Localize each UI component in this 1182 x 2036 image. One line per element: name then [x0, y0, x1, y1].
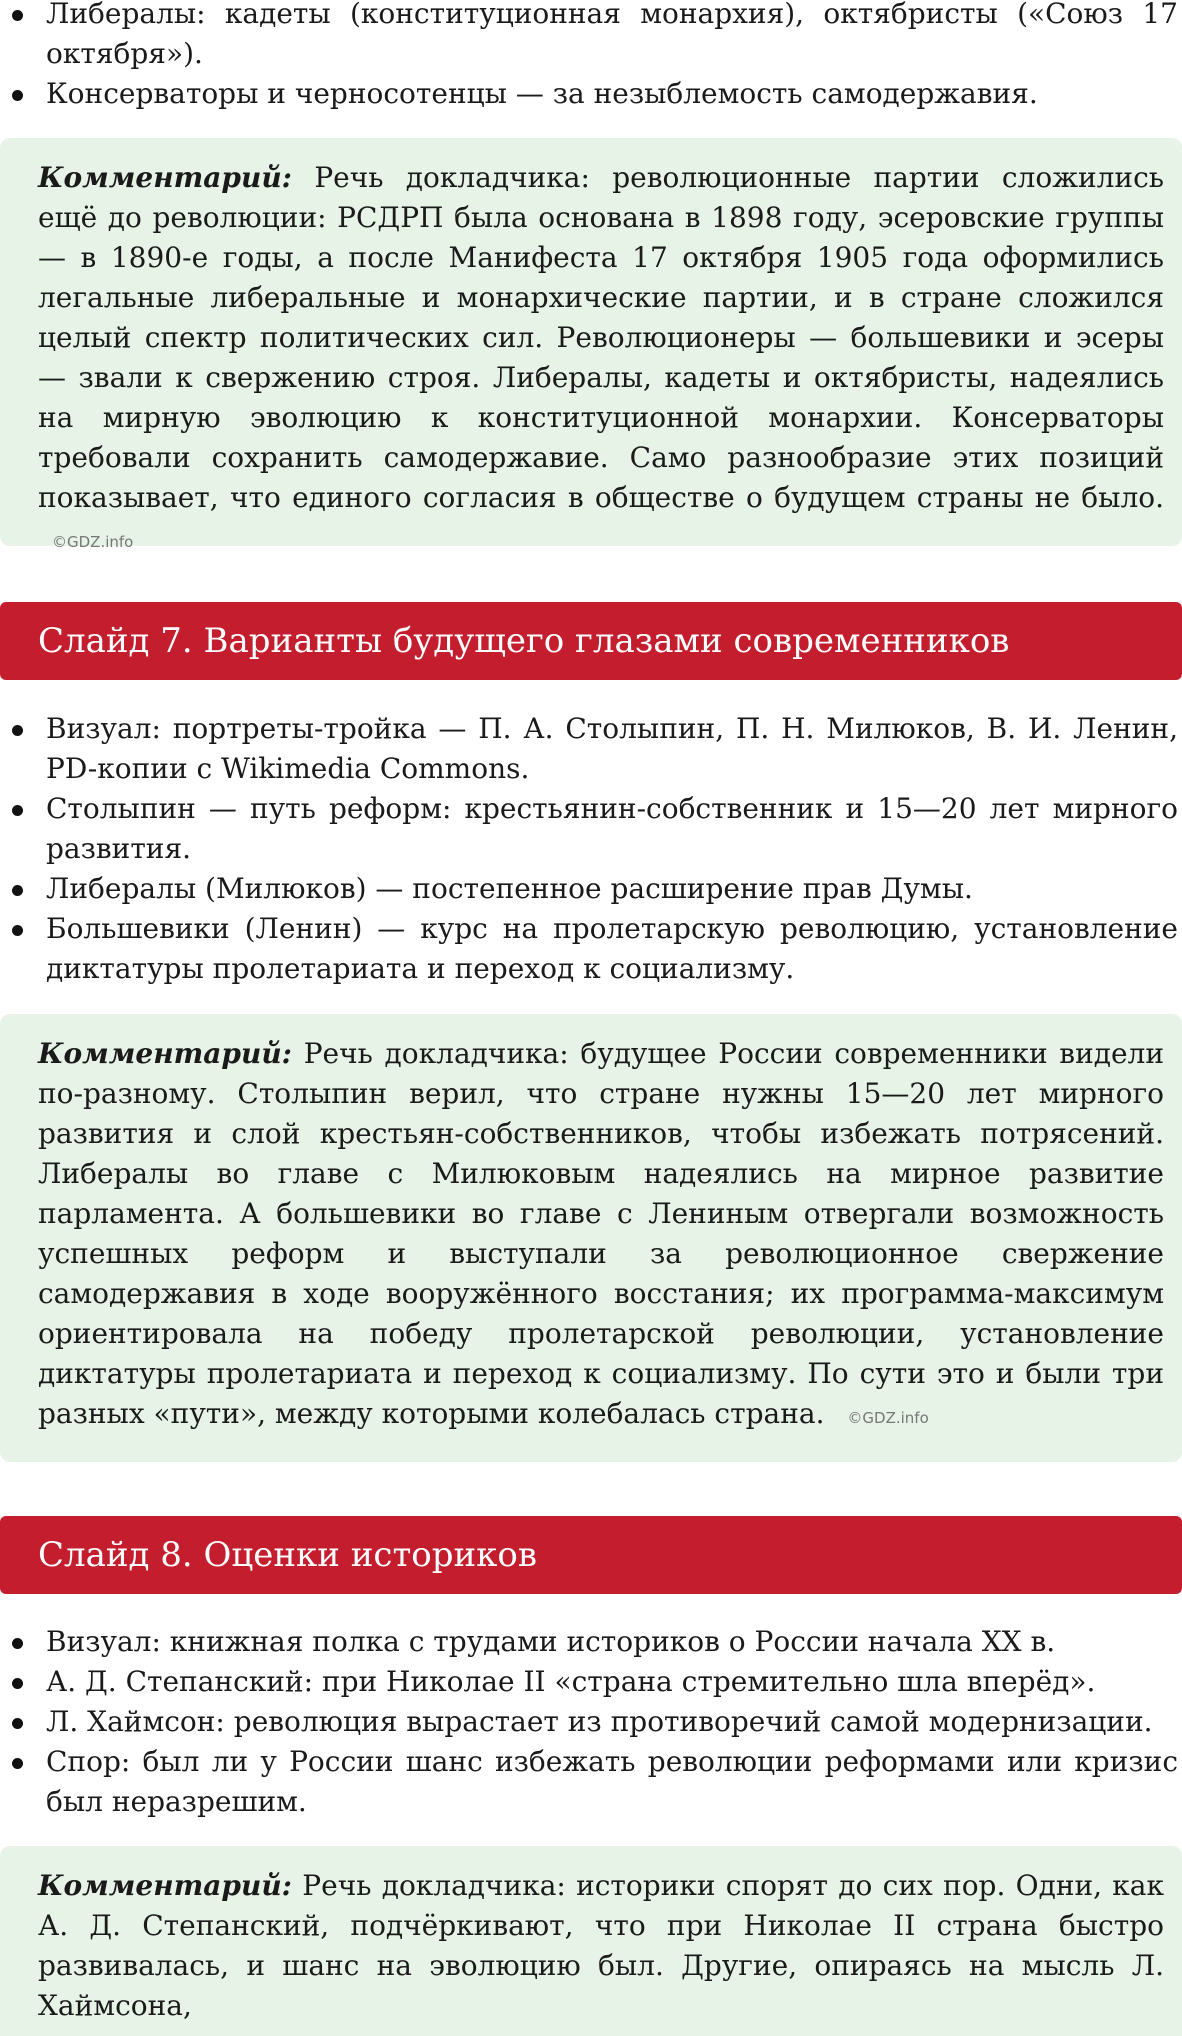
list-item: Л. Хаймсон: революция вырастает из противоречий самой модернизации. [46, 1702, 1182, 1742]
slide-8-title: Слайд 8. Оценки историков [0, 1516, 1182, 1594]
slide-7-bullet-list [0, 709, 1182, 989]
comment-text: Речь докладчика: историки спорят до сих пор. Одни, как А. Д. Степанский, подчёркивают, что при Николае II страна быстро развивалась, и шанс на эволюцию был. Другие, опираясь на мысль Л. Хаймсона, [38, 1869, 1164, 2022]
comment-label: Комментарий: [38, 1869, 293, 1902]
watermark: ©GDZ.info [52, 533, 134, 551]
list-item: Спор: был ли у России шанс избежать революции реформами или кризис был неразрешим. [46, 1742, 1182, 1822]
comment-box-2 [0, 1014, 1182, 1462]
list-item: Столыпин — путь реформ: крестьянин-собственник и 15—20 лет мирного развития. [46, 789, 1182, 869]
comment-text: Речь докладчика: будущее России современники видели по-разному. Столыпин верил, что стране нужны 15—20 лет мирного развития и слой крестьян-собственников, чтобы избежать потрясений. Либералы во главе с Милюковым надеялись на мирное развитие парламента. А большевики во главе с Лениным отвергали возможность успешных реформ и выступали за революционное свержение самодержавия в ходе вооружённого восстания; их программа-максимум ориентировала на победу пролетарской революции, установление диктатуры пролетариата и переход к социализму. По сути это и были три разных «пути», между которыми колебалась страна. [38, 1037, 1164, 1430]
list-item: Большевики (Ленин) — курс на пролетарскую революцию, установление диктатуры пролетариата и переход к социализму. [46, 909, 1182, 989]
comment-box-3 [0, 1846, 1182, 2036]
list-item: Консерваторы и черносотенцы — за незыблемость самодержавия. [46, 74, 1182, 114]
comment-label: Комментарий: [38, 1037, 293, 1070]
list-item: Визуал: портреты-тройка — П. А. Столыпин, П. Н. Милюков, В. И. Ленин, PD-копии с Wikimedia Commons. [46, 709, 1182, 789]
comment-text: Речь докладчика: революционные партии сложились ещё до революции: РСДРП была основана в 1898 году, эсеровские группы — в 1890-е годы, а после Манифеста 17 октября 1905 года оформились легальные либеральные и монархические партии, и в стране сложился целый спектр политических сил. Революционеры — большевики и эсеры — звали к свержению строя. Либералы, кадеты и октябристы, надеялись на мирную эволюцию к конституционной монархии. Консерваторы требовали сохранить самодержавие. Само разнообразие этих позиций показывает, что единого согласия в обществе о будущем страны не было. [38, 161, 1165, 514]
slide-8-bullet-list [0, 1622, 1182, 1822]
top-bullet-list [0, 0, 1182, 114]
list-item: Визуал: книжная полка с трудами историков о России начала XX в. [46, 1622, 1182, 1662]
comment-box-1 [0, 138, 1182, 551]
watermark: ©GDZ.info [847, 1409, 929, 1427]
list-item: Либералы (Милюков) — постепенное расширение прав Думы. [46, 869, 1182, 909]
list-item: А. Д. Степанский: при Николае II «страна стремительно шла вперёд». [46, 1662, 1182, 1702]
slide-7-title: Слайд 7. Варианты будущего глазами современников [0, 602, 1182, 680]
list-item: Либералы: кадеты (конституционная монархия), октябристы («Союз 17 октября»). [46, 0, 1182, 74]
comment-label: Комментарий: [38, 161, 293, 194]
